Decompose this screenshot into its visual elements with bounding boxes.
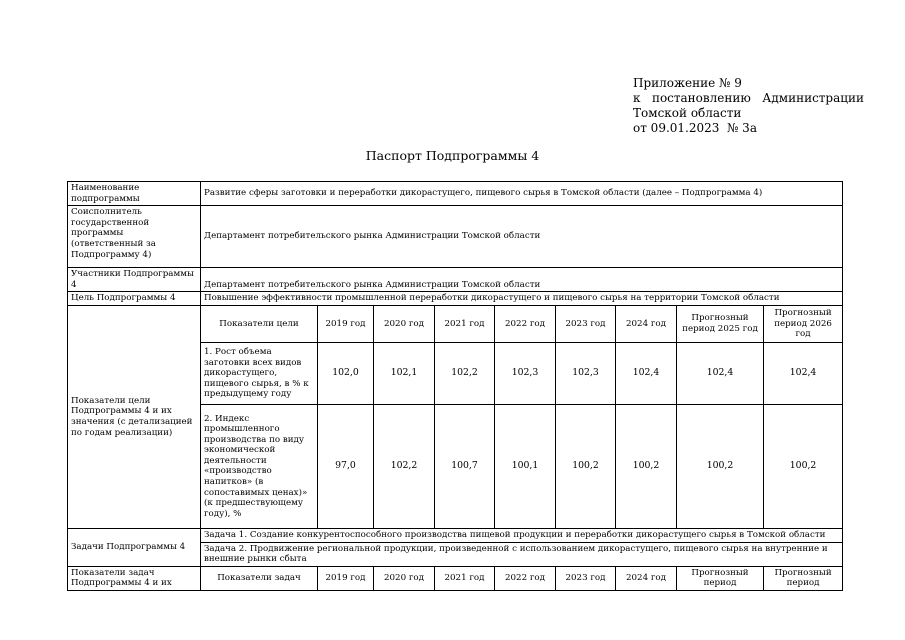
row-label: Соисполнитель государственной программы (ответственный за Подпрограмму 4) [68, 206, 201, 268]
indicator-value: 102,3 [556, 342, 616, 404]
indicator-value: 100,2 [556, 404, 616, 528]
column-header: 2022 год [495, 305, 556, 342]
indicator-value: 100,1 [495, 404, 556, 528]
indicator-value: 102,4 [616, 342, 677, 404]
table-row [68, 305, 843, 342]
column-header: Показатели цели [201, 305, 318, 342]
indicator-value: 97,0 [318, 404, 374, 528]
column-header: Прогнозный период [764, 566, 843, 590]
column-header: 2024 год [616, 305, 677, 342]
table-row [68, 292, 843, 306]
column-header: 2023 год [556, 566, 616, 590]
appendix-line: Томской области [633, 106, 742, 120]
indicator-value: 102,2 [374, 404, 435, 528]
column-header: 2021 год [435, 305, 495, 342]
task-indicators-label: Показатели задач Подпрограммы 4 и их [68, 566, 201, 590]
column-header: 2023 год [556, 305, 616, 342]
row-value: Развитие сферы заготовки и переработки дикорастущего, пищевого сырья в Томской области (далее – Подпрограмма 4) [201, 182, 843, 206]
column-header: Прогнозный период [677, 566, 764, 590]
indicator-name: 2. Индекс промышленного производства по виду экономической деятельности «производство напитков» (в сопоставимых ценах)» (к предшествующему году), % [201, 404, 318, 528]
indicator-value: 102,3 [495, 342, 556, 404]
indicator-value: 102,4 [677, 342, 764, 404]
appendix-line: к постановлению Администрации [633, 91, 864, 105]
indicator-value: 102,1 [374, 342, 435, 404]
task-text: Задача 2. Продвижение региональной продукции, произведенной с использованием дикорастущего, пищевого сырья на внутренние и внешние рынки сбыта [201, 542, 843, 566]
row-value: Департамент потребительского рынка Администрации Томской области [201, 268, 843, 292]
passport-table [67, 181, 843, 591]
column-header: 2019 год [318, 566, 374, 590]
row-label: Наименование подпрограммы [68, 182, 201, 206]
appendix-header [633, 76, 864, 136]
column-header: Прогнозный период 2026 год [764, 305, 843, 342]
tasks-label: Задачи Подпрограммы 4 [68, 528, 201, 566]
column-header: 2021 год [435, 566, 495, 590]
column-header: 2020 год [374, 566, 435, 590]
appendix-line: от 09.01.2023 № 3а [633, 121, 757, 135]
indicator-value: 100,7 [435, 404, 495, 528]
column-header: Прогнозный период 2025 год [677, 305, 764, 342]
appendix-line: Приложение № 9 [633, 76, 742, 90]
row-value: Департамент потребительского рынка Администрации Томской области [201, 206, 843, 268]
table-row [68, 182, 843, 206]
task-text: Задача 1. Создание конкурентоспособного производства пищевой продукции и переработки дикорастущего сырья в Томской области [201, 528, 843, 542]
indicator-value: 102,2 [435, 342, 495, 404]
indicator-name: 1. Рост объема заготовки всех видов дикорастущего, пищевого сырья, в % к предыдущему году [201, 342, 318, 404]
row-label: Цель Подпрограммы 4 [68, 292, 201, 306]
indicator-value: 100,2 [616, 404, 677, 528]
row-value: Повышение эффективности промышленной переработки дикорастущего и пищевого сырья на территории Томской области [201, 292, 843, 306]
table-row [68, 206, 843, 268]
document-title: Паспорт Подпрограммы 4 [365, 148, 540, 163]
indicators-label: Показатели цели Подпрограммы 4 и их значения (с детализацией по годам реализации) [68, 305, 201, 528]
table-row [68, 528, 843, 542]
row-label: Участники Подпрограммы 4 [68, 268, 201, 292]
table-row [68, 566, 843, 590]
column-header: 2024 год [616, 566, 677, 590]
column-header: 2019 год [318, 305, 374, 342]
indicator-value: 100,2 [677, 404, 764, 528]
indicator-value: 100,2 [764, 404, 843, 528]
column-header: 2020 год [374, 305, 435, 342]
indicator-value: 102,4 [764, 342, 843, 404]
table-row [68, 268, 843, 292]
column-header: 2022 год [495, 566, 556, 590]
indicator-value: 102,0 [318, 342, 374, 404]
column-header: Показатели задач [201, 566, 318, 590]
